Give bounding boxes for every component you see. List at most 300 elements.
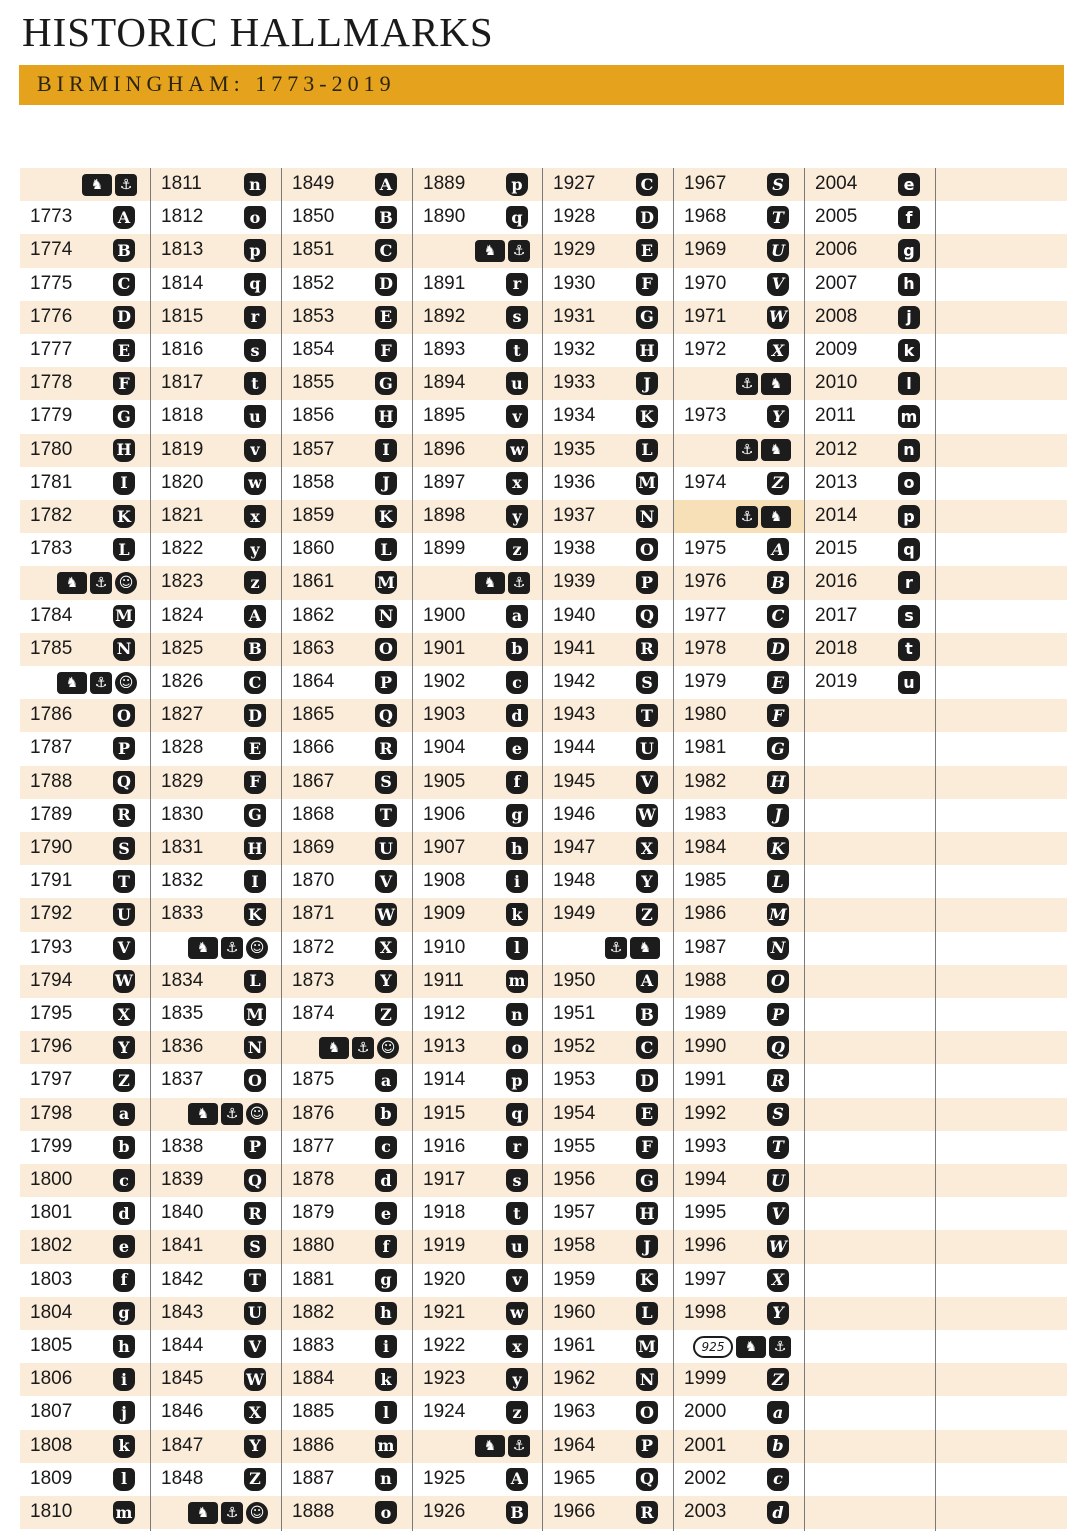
hallmark-row [282,832,412,865]
date-letter-mark: J [375,472,397,495]
date-letter-mark: y [506,505,528,528]
anchor-icon: ⚓ [508,240,530,262]
date-letter-mark: H [113,439,135,462]
hallmark-row [282,434,412,467]
hallmark-row [674,865,804,898]
date-letter-mark: M [244,1003,266,1026]
year-label: 1991 [684,1069,727,1091]
year-label: 1955 [553,1135,596,1157]
hallmark-row [20,1463,150,1496]
year-label: 1946 [553,803,596,825]
date-letter-mark: N [636,505,658,528]
year-label: 1879 [292,1202,335,1224]
year-label: 1819 [161,438,204,460]
year-label: 1941 [553,637,596,659]
hallmark-row [674,1230,804,1263]
hallmark-row [151,1131,281,1164]
year-label: 1916 [423,1135,466,1157]
year-label: 1802 [30,1235,73,1257]
year-label: 1831 [161,837,204,858]
hallmark-row [413,699,543,732]
date-letter-mark: n [506,1003,528,1026]
year-label: 1958 [553,1235,596,1257]
date-letter-mark: J [636,1235,658,1258]
year-label: 1861 [292,571,335,593]
date-letter-mark: W [375,903,397,926]
year-label: 2008 [815,305,858,327]
date-letter-mark: V [375,870,397,893]
date-letter-mark: g [506,804,528,827]
date-letter-mark: y [506,1368,528,1391]
date-letter-mark: m [898,405,920,428]
year-label: 1922 [423,1335,466,1356]
hallmark-row [543,633,673,666]
symbol-group [475,1435,530,1458]
year-label: 2007 [815,272,858,294]
year-label: 2014 [815,505,858,526]
date-letter-mark: u [898,671,920,694]
date-letter-mark: z [506,538,528,561]
hallmark-row [674,1031,804,1064]
year-label: 1848 [161,1467,204,1489]
date-letter-mark: v [244,439,266,462]
date-letter-mark: G [636,306,658,329]
year-label: 1883 [292,1335,335,1356]
hallmark-row [282,301,412,334]
date-letter-mark: O [244,1069,266,1092]
date-letter-mark: O [767,970,789,993]
year-label: 1829 [161,770,204,792]
year-label: 1953 [553,1069,596,1091]
year-label: 1888 [292,1501,335,1522]
hallmark-row [20,633,150,666]
hallmark-row [282,1230,412,1263]
hallmark-row [543,732,673,765]
symbol-group [475,571,530,594]
date-letter-mark: S [767,1103,789,1126]
hallmark-row [543,1031,673,1064]
anchor-icon: ⚓ [221,1502,243,1524]
date-letter-mark: Z [767,1368,789,1391]
date-letter-mark: T [767,206,789,229]
symbol-row [674,500,804,533]
hallmark-row [282,865,412,898]
date-letter-mark: C [244,671,266,694]
hallmark-row [674,268,804,301]
date-letter-mark: a [767,1401,789,1424]
symbol-row [674,367,804,400]
date-letter-mark: u [506,1235,528,1258]
year-label: 1915 [423,1102,466,1124]
date-letter-mark: Q [244,1169,266,1192]
year-label: 1873 [292,969,335,991]
date-letter-mark: A [113,206,135,229]
year-label: 1932 [553,339,596,360]
date-letter-mark: a [113,1103,135,1126]
year-label: 1788 [30,770,73,792]
hallmark-row [805,301,935,334]
hallmark-row [674,1064,804,1097]
anchor-icon: ⚓ [769,1336,791,1358]
hallmark-row [805,201,935,234]
date-letter-mark: V [636,771,658,794]
year-label: 1995 [684,1202,727,1224]
date-letter-mark: j [113,1401,135,1424]
hallmark-row [805,234,935,267]
year-label: 1937 [553,505,596,526]
year-label: 1993 [684,1135,727,1157]
year-label: 1986 [684,903,727,925]
hallmark-row [674,600,804,633]
hallmark-row [543,400,673,433]
date-letter-mark: X [244,1401,266,1424]
date-letter-mark: Y [375,970,397,993]
year-label: 1845 [161,1368,204,1390]
date-letter-mark: R [244,1202,266,1225]
date-letter-mark: n [244,173,266,196]
hallmark-row [20,500,150,533]
year-label: 1894 [423,372,466,394]
hallmark-row [20,1131,150,1164]
duty-head-icon: ☺ [246,937,268,959]
date-letter-mark: D [636,1069,658,1092]
date-letter-mark: H [636,339,658,362]
year-label: 1904 [423,737,466,759]
date-letter-mark: i [375,1335,397,1358]
hallmark-row [151,998,281,1031]
date-letter-mark: r [506,273,528,296]
hallmark-row [151,799,281,832]
year-label: 1824 [161,604,204,626]
date-letter-mark: C [113,273,135,296]
year-label: 1973 [684,405,727,427]
hallmark-row [282,1363,412,1396]
hallmark-row [543,898,673,931]
hallmark-row [282,1131,412,1164]
hallmark-row [413,1031,543,1064]
date-letter-mark: o [244,206,266,229]
date-letter-mark: W [244,1368,266,1391]
year-label: 1962 [553,1368,596,1390]
year-label: 1808 [30,1434,73,1456]
lion-icon: ♞ [761,373,791,395]
date-letter-mark: B [506,1501,528,1524]
date-letter-mark: S [767,173,789,196]
hallmark-row [413,367,543,400]
year-label: 1832 [161,870,204,892]
hallmark-row [151,500,281,533]
hallmark-row [543,566,673,599]
hallmark-row [413,400,543,433]
date-letter-mark: d [506,704,528,727]
hallmark-row [543,1098,673,1131]
hallmark-row [282,1064,412,1097]
date-letter-mark: e [375,1202,397,1225]
hallmark-row [282,799,412,832]
date-letter-mark: D [244,704,266,727]
hallmark-row [151,865,281,898]
hallmark-row [413,1297,543,1330]
year-label: 1919 [423,1235,466,1257]
date-letter-mark: d [113,1202,135,1225]
date-letter-mark: L [244,970,266,993]
date-letter-mark: G [113,405,135,428]
date-letter-mark: S [113,837,135,860]
hallmark-row [413,334,543,367]
hallmark-row [413,467,543,500]
year-label: 1911 [423,969,464,991]
hallmark-row [543,1131,673,1164]
hallmark-row [20,932,150,965]
year-label: 1807 [30,1401,73,1423]
hallmark-row [151,1031,281,1064]
hallmark-row [20,732,150,765]
year-label: 1960 [553,1301,596,1323]
date-letter-mark: W [113,970,135,993]
hallmark-row [413,998,543,1031]
hallmark-row [413,1330,543,1363]
hallmark-row [20,1330,150,1363]
year-label: 1803 [30,1268,73,1290]
year-label: 1950 [553,969,596,991]
hallmark-row [151,1164,281,1197]
year-label: 2017 [815,604,858,626]
date-letter-mark: c [767,1468,789,1491]
date-letter-mark: b [375,1103,397,1126]
hallmark-row [20,201,150,234]
anchor-icon: ⚓ [90,572,112,594]
date-letter-mark: q [898,538,920,561]
date-letter-mark: g [375,1269,397,1292]
hallmark-row [20,234,150,267]
anchor-icon: ⚓ [736,439,758,461]
hallmark-row [20,766,150,799]
hallmark-row [805,633,935,666]
hallmark-row [543,201,673,234]
hallmark-row [151,1064,281,1097]
date-letter-mark: U [244,1302,266,1325]
date-letter-mark: o [898,472,920,495]
hallmark-row [20,1164,150,1197]
lion-icon: ♞ [736,1336,766,1358]
hallmark-row [151,268,281,301]
year-label: 1874 [292,1003,335,1024]
symbol-row [20,666,150,699]
year-label: 1798 [30,1102,73,1124]
year-label: 1799 [30,1135,73,1157]
year-label: 1823 [161,571,204,593]
date-letter-mark: d [767,1501,789,1524]
hallmark-row [20,1396,150,1429]
date-letter-mark: R [636,638,658,661]
hallmark-row [543,699,673,732]
year-label: 2015 [815,538,858,560]
hallmark-row [151,566,281,599]
anchor-icon: ⚓ [352,1037,374,1059]
fineness-925-icon: 925 [693,1336,733,1358]
hallmark-row [282,334,412,367]
hallmark-row [543,666,673,699]
hallmark-row [543,600,673,633]
hallmark-row [674,799,804,832]
year-label: 1903 [423,704,466,726]
date-letter-mark: E [113,339,135,362]
date-letter-mark: T [767,1136,789,1159]
year-label: 1868 [292,803,335,825]
hallmark-row [282,400,412,433]
year-label: 1931 [553,305,596,327]
hallmark-row [413,1264,543,1297]
symbol-group [693,1335,791,1358]
date-letter-mark: H [375,405,397,428]
year-label: 1910 [423,936,466,958]
date-letter-mark: p [244,239,266,262]
date-letter-mark: c [506,671,528,694]
year-label: 1921 [423,1301,466,1323]
hallmark-row [151,1396,281,1429]
year-label: 1964 [553,1434,596,1456]
date-letter-mark: N [244,1036,266,1059]
symbol-row [674,434,804,467]
duty-head-icon: ☺ [246,1103,268,1125]
symbol-row [413,1430,543,1463]
date-letter-mark: I [113,472,135,495]
date-letter-mark: C [375,239,397,262]
date-letter-mark: B [375,206,397,229]
year-label: 1838 [161,1135,204,1157]
year-label: 1840 [161,1202,204,1224]
symbol-row [543,932,673,965]
year-label: 1789 [30,803,73,825]
hallmark-row [20,301,150,334]
symbol-group [475,239,530,262]
year-label: 1846 [161,1401,204,1423]
year-label: 1913 [423,1036,466,1058]
year-label: 1948 [553,870,596,892]
date-letter-mark: G [244,804,266,827]
year-label: 2013 [815,471,858,493]
hallmark-row [282,168,412,201]
year-label: 1944 [553,737,596,759]
year-label: 1938 [553,538,596,560]
hallmark-row [413,201,543,234]
year-label: 1862 [292,604,335,626]
hallmark-row [282,965,412,998]
year-label: 1933 [553,372,596,394]
hallmark-row [674,168,804,201]
year-label: 1968 [684,206,727,228]
date-letter-mark: R [767,1069,789,1092]
hallmark-row [282,467,412,500]
year-label: 1992 [684,1102,727,1124]
date-letter-mark: z [506,1401,528,1424]
year-label: 1891 [423,272,466,294]
date-letter-mark: Z [767,472,789,495]
year-label: 1805 [30,1335,73,1356]
date-letter-mark: Y [767,405,789,428]
hallmark-row [20,1098,150,1131]
date-letter-mark: Q [636,1468,658,1491]
hallmark-row [20,865,150,898]
hallmark-row [543,367,673,400]
year-label: 1982 [684,770,727,792]
hallmark-row [20,1430,150,1463]
year-label: 1895 [423,405,466,427]
hallmark-row [282,633,412,666]
date-letter-mark: g [113,1302,135,1325]
hallmark-row [151,533,281,566]
year-label: 1859 [292,505,335,526]
hallmark-row [413,633,543,666]
hallmark-row [282,1330,412,1363]
duty-head-icon: ☺ [377,1037,399,1059]
date-letter-mark: t [506,339,528,362]
date-letter-mark: w [244,472,266,495]
hallmark-row [674,1197,804,1230]
hallmark-row [413,500,543,533]
year-label: 1852 [292,272,335,294]
date-letter-mark: Z [113,1069,135,1092]
date-letter-mark: l [113,1468,135,1491]
hallmark-row [151,1230,281,1263]
date-letter-mark: H [244,837,266,860]
year-label: 1890 [423,206,466,228]
year-label: 1978 [684,637,727,659]
hallmark-row [805,566,935,599]
page-title: HISTORIC HALLMARKS [22,9,494,55]
hallmark-row [543,1496,673,1529]
date-letter-mark: L [636,1302,658,1325]
hallmark-row [543,1297,673,1330]
date-letter-mark: S [375,771,397,794]
hallmark-row [20,1031,150,1064]
hallmark-row [151,832,281,865]
date-letter-mark: i [113,1368,135,1391]
date-letter-mark: L [375,538,397,561]
hallmark-row [20,400,150,433]
year-label: 1860 [292,538,335,560]
hallmark-row [282,1197,412,1230]
year-label: 1987 [684,936,727,958]
year-label: 1880 [292,1235,335,1257]
date-letter-mark: f [113,1269,135,1292]
hallmark-row [151,633,281,666]
date-letter-mark: p [506,1069,528,1092]
lion-icon: ♞ [761,439,791,461]
lion-icon: ♞ [82,174,112,196]
date-letter-mark: x [244,505,266,528]
date-letter-mark: p [898,505,920,528]
date-letter-mark: T [113,870,135,893]
date-letter-mark: h [375,1302,397,1325]
date-letter-mark: K [244,903,266,926]
year-label: 1900 [423,604,466,626]
duty-head-icon: ☺ [115,672,137,694]
hallmark-row [20,1297,150,1330]
year-label: 1844 [161,1335,204,1356]
date-letter-mark: Q [767,1036,789,1059]
hallmark-row [151,699,281,732]
hallmark-row [543,301,673,334]
year-label: 1853 [292,305,335,327]
date-letter-mark: S [636,671,658,694]
date-letter-mark: K [375,505,397,528]
hallmark-row [413,1131,543,1164]
date-letter-mark: u [244,405,266,428]
hallmark-row [674,732,804,765]
hallmark-row [543,1264,673,1297]
hallmark-row [282,998,412,1031]
